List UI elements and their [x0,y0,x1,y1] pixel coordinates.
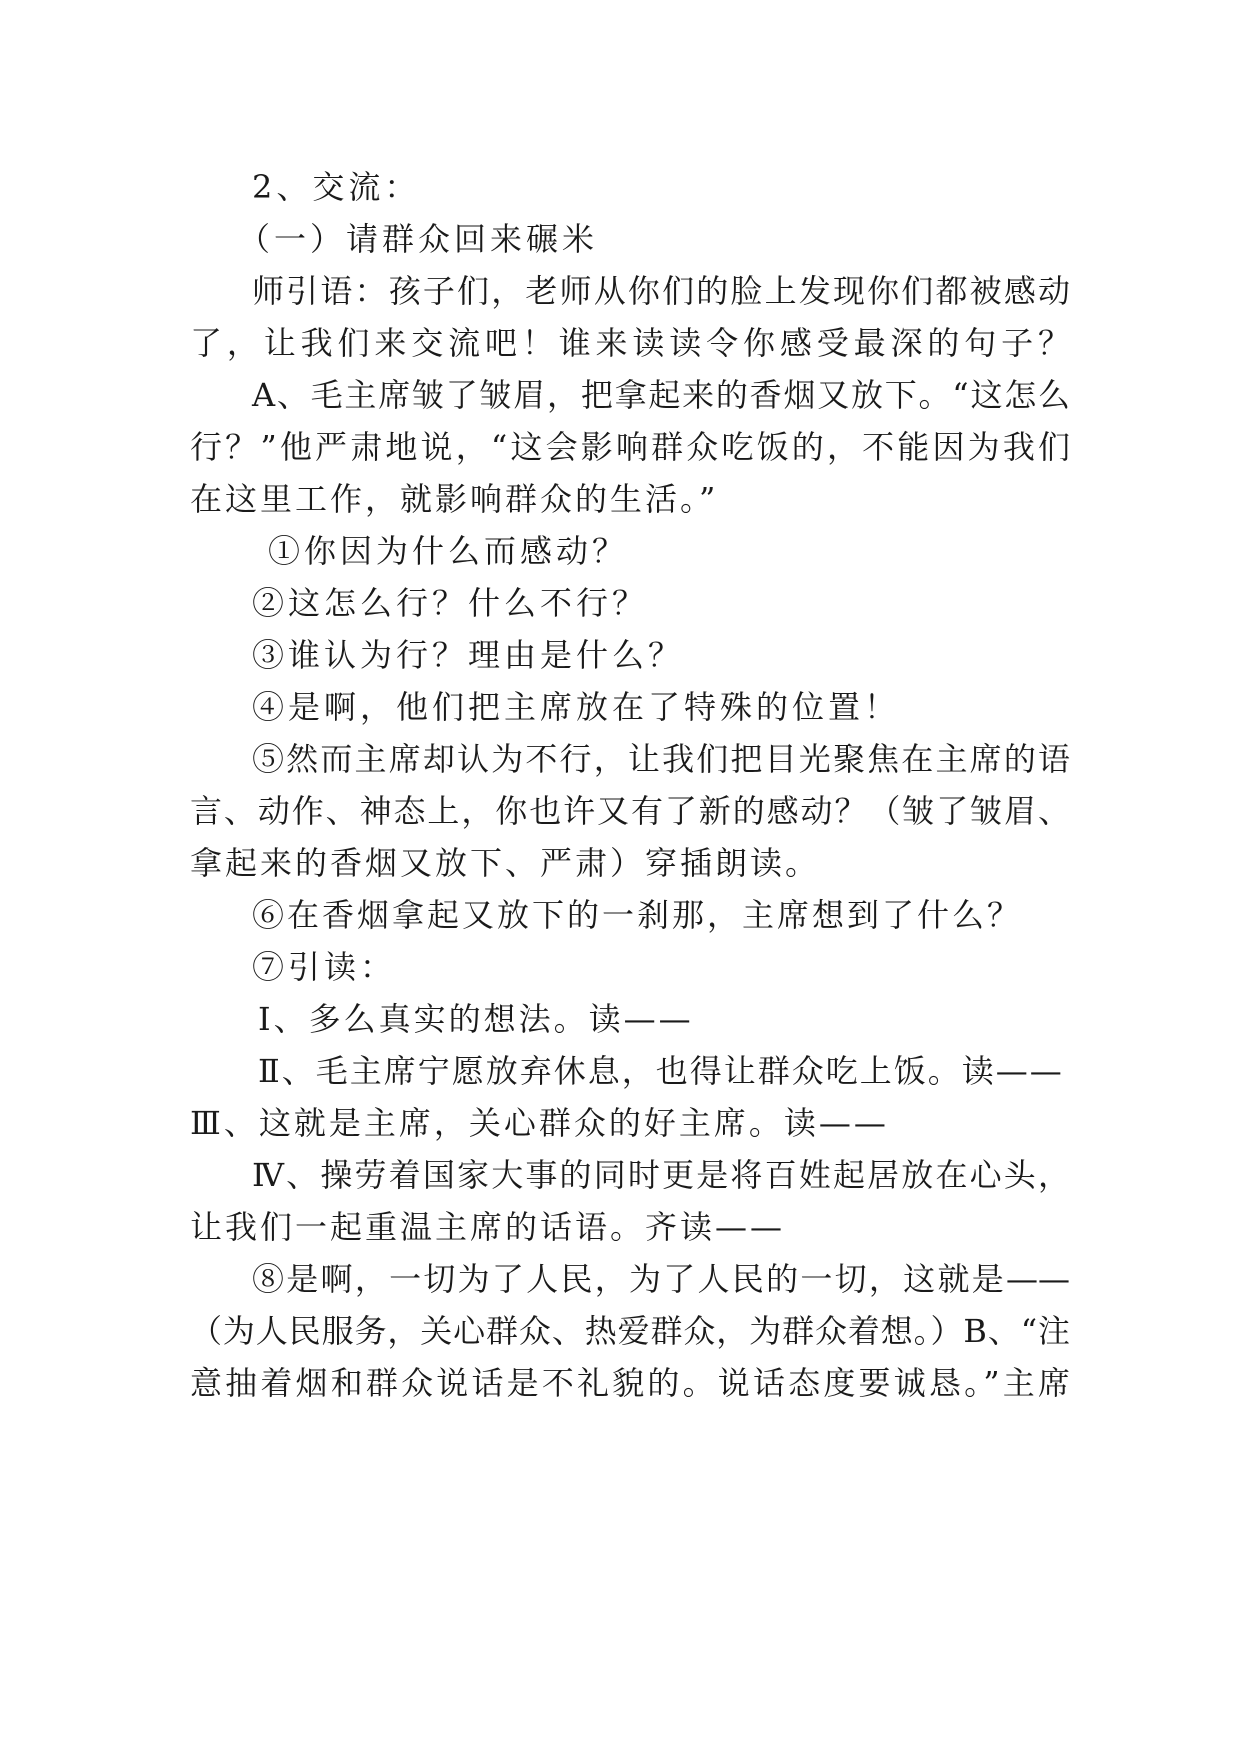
question-item: ⑥在香烟拿起又放下的一刹那，主席想到了什么？ [252,896,1023,934]
reading-item: Ⅳ、操劳着国家大事的同时更是将百姓起居放在心头， [252,1156,1070,1194]
question-item: ①你因为什么而感动？ [268,532,629,570]
question-item: ④是啊，他们把主席放在了特殊的位置！ [252,688,901,726]
text-line: 让我们一起重温主席的话语。齐读—— [190,1208,786,1246]
reading-item: Ⅰ、多么真实的想法。读—— [258,1000,694,1038]
text-line: A、毛主席皱了皱眉，把拿起来的香烟又放下。“这怎么 [252,376,1070,414]
text-line: 行？”他严肃地说，“这会影响群众吃饭的，不能因为我们 [190,428,1070,466]
text-line: 师引语：孩子们，老师从你们的脸上发现你们都被感动 [252,272,1070,310]
question-item: ③谁认为行？理由是什么？ [252,636,685,674]
text-line: 了，让我们来交流吧！谁来读读令你感受最深的句子？ [190,324,1070,362]
text-line: （为人民服务，关心群众、热爱群众，为群众着想。）B、“注 [190,1312,1070,1350]
text-line: 2、交流： [252,168,421,206]
text-line: 在这里工作，就影响群众的生活。” [190,480,719,518]
question-item: ②这怎么行？什么不行？ [252,584,649,622]
question-item: ⑦引读： [252,948,397,986]
text-line: 拿起来的香烟又放下、严肃）穿插朗读。 [190,844,821,882]
question-item: ⑤然而主席却认为不行，让我们把目光聚焦在主席的语 [252,740,1070,778]
reading-item: Ⅱ、毛主席宁愿放弃休息，也得让群众吃上饭。读—— [258,1052,1064,1090]
text-line: 意抽着烟和群众说话是不礼貌的。说话态度要诚恳。”主席 [190,1364,1070,1402]
question-item: ⑧是啊，一切为了人民，为了人民的一切，这就是—— [252,1260,1070,1298]
reading-item: Ⅲ、这就是主席，关心群众的好主席。读—— [190,1104,889,1142]
section-heading: （一）请群众回来碾米 [238,220,599,258]
text-line: 言、动作、神态上，你也许又有了新的感动？（皱了皱眉、 [190,792,1070,830]
